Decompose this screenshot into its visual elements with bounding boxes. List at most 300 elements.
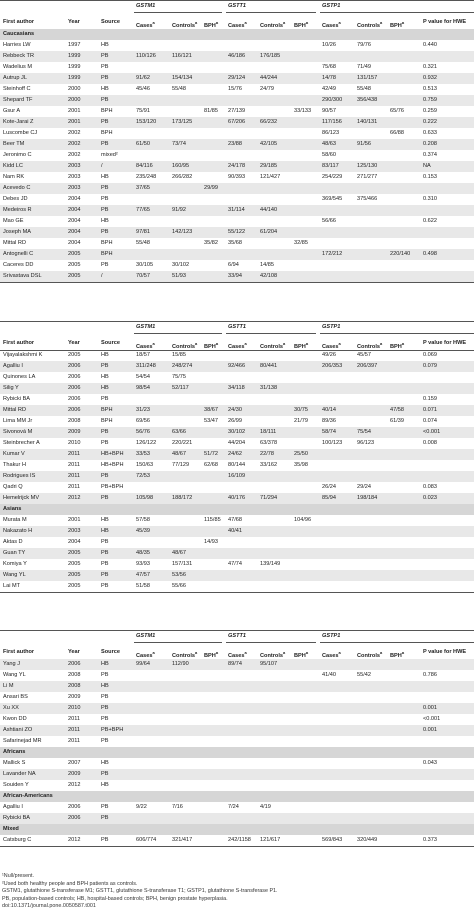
- table-cell: 0.440: [423, 42, 437, 48]
- footnote-marker: a: [195, 650, 198, 655]
- column-header: First author: [3, 19, 35, 25]
- table-row: [0, 117, 474, 128]
- author-cell: Antognelli C: [3, 251, 34, 257]
- table-row: [0, 62, 474, 73]
- column-header: BPH: [204, 343, 216, 350]
- gene-header-gstp1: GSTP1: [322, 324, 341, 330]
- table-cell: 77/65: [136, 207, 150, 213]
- table-cell: 369/545: [322, 196, 343, 202]
- table-cell: 7/16: [172, 804, 183, 810]
- author-cell: Steinbrecher A: [3, 440, 40, 446]
- table-cell: 86/123: [322, 130, 340, 136]
- table-cell: 55/48: [172, 86, 186, 92]
- table-cell: 121/427: [260, 174, 281, 180]
- table-cell: 93/93: [136, 561, 150, 567]
- table-cell: 29/99: [204, 185, 218, 191]
- table-row: [0, 394, 474, 405]
- footnote-marker: a: [283, 650, 286, 655]
- table-cell: 0.759: [423, 97, 437, 103]
- table-cell: 54/54: [136, 374, 150, 380]
- table-row: [0, 227, 474, 238]
- table-cell: 0.083: [423, 484, 437, 490]
- table-cell: 55/42: [357, 672, 371, 678]
- author-cell: Wang YL: [3, 572, 26, 578]
- table-cell: 61/39: [390, 418, 404, 424]
- gene-header-gstm1: GSTM1: [136, 633, 156, 639]
- table-cell: PB: [101, 75, 109, 81]
- column-header: Cases: [322, 343, 339, 350]
- table-cell: HB: [101, 782, 109, 788]
- table-cell: 29/24: [357, 484, 371, 490]
- footnote-marker: a: [215, 341, 219, 346]
- footnote-marker: a: [195, 20, 198, 25]
- table-cell: 2011: [68, 484, 81, 490]
- gene-header-gstm1: GSTM1: [136, 3, 156, 9]
- table-cell: PB: [101, 815, 109, 821]
- group-heading: Africans: [3, 749, 26, 755]
- gene-span-rule: [320, 642, 474, 643]
- table-row: [0, 659, 474, 670]
- table-cell: BPH: [101, 251, 113, 257]
- table-cell: 0.786: [423, 672, 437, 678]
- table-cell: 117/156: [322, 119, 342, 125]
- table-cell: 2004: [68, 218, 81, 224]
- table-cell: 96/123: [357, 440, 375, 446]
- table-cell: 110/126: [136, 53, 156, 59]
- table-cell: HB: [101, 174, 109, 180]
- gene-span-rule: [226, 642, 316, 643]
- column-header: Controls: [172, 343, 195, 350]
- column-header: Year: [68, 340, 80, 346]
- table-cell: 4/19: [260, 804, 271, 810]
- table-row: [0, 194, 474, 205]
- table-cell: 24/62: [228, 451, 242, 457]
- table-cell: 100/123: [322, 440, 343, 446]
- table-cell: 29/185: [260, 163, 278, 169]
- footnote-marker: a: [338, 650, 341, 655]
- column-header: First author: [3, 649, 35, 655]
- table-cell: 2000: [68, 86, 81, 92]
- author-cell: Mittal RD: [3, 240, 26, 246]
- table-row: [0, 526, 474, 537]
- table-cell: 2003: [68, 174, 81, 180]
- gene-span-rule: [134, 642, 222, 643]
- table-cell: 53/47: [204, 418, 218, 424]
- table-cell: 48/67: [172, 451, 186, 457]
- table-cell: 242/1158: [228, 837, 251, 843]
- table-cell: 35/98: [294, 462, 308, 468]
- table-cell: 15/76: [228, 86, 242, 92]
- table-cell: 125/130: [357, 163, 378, 169]
- footnote-marker: a: [152, 341, 155, 346]
- author-cell: Gsur A: [3, 108, 21, 114]
- table-cell: 0.208: [423, 141, 437, 147]
- table-cell: 271/277: [357, 174, 378, 180]
- author-cell: Lai MT: [3, 583, 21, 589]
- table-cell: 0.153: [423, 174, 437, 180]
- table-row: [0, 493, 474, 504]
- table-cell: 49/26: [322, 352, 336, 358]
- table-cell: BPH: [101, 130, 113, 136]
- table-cell: 139/149: [260, 561, 281, 567]
- table-cell: 30/75: [294, 407, 308, 413]
- table-cell: 2012: [68, 495, 81, 501]
- table-cell: PB: [101, 572, 109, 578]
- group-heading: African-Americans: [3, 793, 53, 799]
- table-cell: 157/131: [172, 561, 193, 567]
- table-cell: 2012: [68, 837, 81, 843]
- table-cell: PB: [101, 672, 109, 678]
- author-cell: Quinones LA: [3, 374, 36, 380]
- footnote-marker: a: [401, 20, 405, 25]
- column-header: P value for HWE: [423, 19, 467, 25]
- table-cell: 47/74: [228, 561, 242, 567]
- table-cell: 2011: [68, 716, 81, 722]
- footnote-marker: a: [283, 341, 286, 346]
- author-cell: Acevedo C: [3, 185, 31, 191]
- table-cell: 31/138: [260, 385, 278, 391]
- table-cell: 15/85: [172, 352, 186, 358]
- table-cell: BPH: [101, 407, 113, 413]
- group-heading: Asians: [3, 506, 22, 512]
- author-cell: Kwon DD: [3, 716, 27, 722]
- table-cell: 32/85: [294, 240, 308, 246]
- author-cell: Mallick S: [3, 760, 26, 766]
- table-cell: 2009: [68, 771, 81, 777]
- table-cell: 89/74: [228, 661, 242, 667]
- author-cell: Mittal RD: [3, 407, 26, 413]
- table-cell: 23/88: [228, 141, 242, 147]
- column-header: P value for HWE: [423, 340, 467, 346]
- table-cell: 85/94: [322, 495, 336, 501]
- author-cell: Vijayalakshmi K: [3, 352, 43, 358]
- author-cell: Murata M: [3, 517, 27, 523]
- table-cell: 176/185: [260, 53, 281, 59]
- table-cell: 42/108: [260, 273, 278, 279]
- author-cell: Luscombe CJ: [3, 130, 38, 136]
- table-row: [0, 515, 474, 526]
- column-header: Controls: [172, 652, 195, 659]
- table-cell: 0.069: [423, 352, 437, 358]
- author-cell: Joseph MA: [3, 229, 31, 235]
- table-cell: 34/118: [228, 385, 245, 391]
- table-cell: HB: [101, 352, 109, 358]
- table-cell: 0.023: [423, 495, 437, 501]
- group-heading-row: [0, 747, 474, 758]
- table-row: [0, 416, 474, 427]
- table-cell: 140/131: [357, 119, 378, 125]
- table-row: [0, 350, 474, 361]
- table-cell: 2005: [68, 251, 81, 257]
- table-cell: 0.622: [423, 218, 437, 224]
- table-cell: 9/22: [136, 804, 147, 810]
- table-row: [0, 249, 474, 260]
- table-cell: 51/72: [204, 451, 218, 457]
- author-cell: Lavander NA: [3, 771, 36, 777]
- table-cell: 58/60: [322, 152, 336, 158]
- table-cell: 0.513: [423, 86, 437, 92]
- footnote-marker: a: [215, 20, 219, 25]
- table-cell: 37/65: [136, 185, 150, 191]
- author-cell: Nakazato H: [3, 528, 33, 534]
- table-cell: PB: [101, 53, 109, 59]
- table-cell: 80/441: [260, 363, 278, 369]
- table-cell: 320/449: [357, 837, 378, 843]
- table-cell: 18/57: [136, 352, 150, 358]
- table-cell: HB: [101, 528, 109, 534]
- table-cell: BPH: [101, 240, 113, 246]
- table-cell: 2009: [68, 429, 81, 435]
- table-cell: 44/140: [260, 207, 278, 213]
- footnote-line: ²Used both healthy people and BPH patients as controls.: [2, 880, 138, 887]
- table-cell: 2005: [68, 273, 81, 279]
- table-cell: 61/50: [136, 141, 150, 147]
- table-row: [0, 703, 474, 714]
- table-row: [0, 427, 474, 438]
- table-cell: <0.001: [423, 716, 441, 722]
- table-cell: 55/122: [228, 229, 246, 235]
- table-cell: 2005: [68, 572, 81, 578]
- column-header: Cases: [322, 652, 339, 659]
- table-cell: PB: [101, 583, 109, 589]
- column-header: BPH: [294, 22, 306, 29]
- author-cell: Rebbeck TR: [3, 53, 34, 59]
- table-cell: 70/57: [136, 273, 150, 279]
- table-cell: mixed²: [101, 152, 118, 158]
- author-cell: Agalliu I: [3, 363, 23, 369]
- table-cell: 30/105: [136, 262, 154, 268]
- table-cell: 0.222: [423, 119, 437, 125]
- table-cell: PB: [101, 229, 109, 235]
- table-cell: 24/30: [228, 407, 242, 413]
- table-cell: 142/123: [172, 229, 193, 235]
- column-header-row: [0, 16, 474, 29]
- column-header: BPH: [390, 652, 402, 659]
- author-cell: Kidd LC: [3, 163, 23, 169]
- author-cell: Nam RK: [3, 174, 25, 180]
- table-cell: 2008: [68, 672, 81, 678]
- table-cell: 91/56: [357, 141, 371, 147]
- author-cell: Xu XX: [3, 705, 19, 711]
- table-footnotes: [2, 873, 472, 911]
- table-row: [0, 835, 474, 846]
- table-row: [0, 128, 474, 139]
- column-header: Year: [68, 649, 80, 655]
- table-cell: 33/94: [228, 273, 242, 279]
- table-cell: 0.932: [423, 75, 437, 81]
- table-cell: 290/300: [322, 97, 343, 103]
- table-cell: 2011: [68, 451, 81, 457]
- table-cell: 7/24: [228, 804, 239, 810]
- table-cell: 2005: [68, 262, 81, 268]
- table-cell: HB: [101, 86, 109, 92]
- table-cell: 0.633: [423, 130, 437, 136]
- table-cell: 48/35: [136, 550, 150, 556]
- table-cell: 0.001: [423, 727, 437, 733]
- table-row: [0, 51, 474, 62]
- table-cell: 2002: [68, 130, 81, 136]
- table-cell: 25/50: [294, 451, 308, 457]
- table-cell: PB: [101, 440, 109, 446]
- table-cell: 97/81: [136, 229, 150, 235]
- table-row: [0, 260, 474, 271]
- author-cell: Kumar V: [3, 451, 25, 457]
- column-header: BPH: [204, 22, 216, 29]
- table-cell: HB: [101, 517, 109, 523]
- table-row: [0, 216, 474, 227]
- table-cell: 569/843: [322, 837, 343, 843]
- group-heading: Caucasians: [3, 31, 35, 37]
- table-cell: 1997: [68, 42, 81, 48]
- table-cell: 44/204: [228, 440, 246, 446]
- table-cell: 45/57: [357, 352, 371, 358]
- table-cell: 84/116: [136, 163, 153, 169]
- table-cell: 0.074: [423, 418, 437, 424]
- table-cell: 66/88: [390, 130, 404, 136]
- table-cell: HB+BPH: [101, 462, 124, 468]
- table-cell: 47/68: [228, 517, 242, 523]
- table-cell: HB: [101, 683, 109, 689]
- table-cell: BPH: [101, 108, 113, 114]
- author-cell: Srivastava DSL: [3, 273, 42, 279]
- column-header: Cases: [322, 22, 339, 29]
- table-cell: 1999: [68, 53, 81, 59]
- table-cell: 40/176: [228, 495, 246, 501]
- table-cell: 2006: [68, 396, 81, 402]
- table-cell: 51/93: [172, 273, 186, 279]
- author-cell: Yang J: [3, 661, 20, 667]
- table-row: [0, 372, 474, 383]
- table-cell: 38/67: [204, 407, 218, 413]
- author-cell: Silig Y: [3, 385, 19, 391]
- table-cell: 0.374: [423, 152, 437, 158]
- column-header: Source: [101, 649, 120, 655]
- table-cell: 24/79: [260, 86, 274, 92]
- table-cell: 2003: [68, 528, 81, 534]
- table-row: [0, 383, 474, 394]
- table-cell: 71/294: [260, 495, 278, 501]
- table-cell: 2006: [68, 661, 81, 667]
- table-cell: PB: [101, 363, 109, 369]
- table-row: [0, 405, 474, 416]
- table-cell: 21/79: [294, 418, 308, 424]
- table-cell: 2004: [68, 539, 81, 545]
- author-cell: Debes JD: [3, 196, 28, 202]
- table-cell: PB: [101, 196, 109, 202]
- footnote-marker: a: [305, 20, 309, 25]
- table-cell: 220/140: [390, 251, 411, 257]
- table-cell: 75/54: [357, 429, 371, 435]
- gene-header-gstt1: GSTT1: [228, 633, 247, 639]
- table-cell: 2004: [68, 196, 81, 202]
- table-cell: 47/58: [390, 407, 404, 413]
- table-row: [0, 681, 474, 692]
- author-cell: Caceres DD: [3, 262, 34, 268]
- table-cell: 121/617: [260, 837, 281, 843]
- author-cell: Rybicki BA: [3, 396, 31, 402]
- table-row: [0, 438, 474, 449]
- table-cell: PB: [101, 804, 109, 810]
- table-cell: 45/39: [136, 528, 150, 534]
- table-cell: 61/204: [260, 229, 278, 235]
- table-cell: 58/74: [322, 429, 336, 435]
- table-cell: 2003: [68, 163, 81, 169]
- author-cell: Sivonová M: [3, 429, 33, 435]
- table-row: [0, 570, 474, 581]
- table-cell: 73/74: [172, 141, 186, 147]
- table-cell: PB: [101, 207, 109, 213]
- author-cell: Lima MM Jr: [3, 418, 33, 424]
- table-cell: PB: [101, 694, 109, 700]
- table-row: [0, 361, 474, 372]
- table-row: [0, 482, 474, 493]
- table-row: [0, 758, 474, 769]
- table-cell: 0.373: [423, 837, 437, 843]
- gene-span-rule: [226, 12, 316, 13]
- table-cell: PB: [101, 716, 109, 722]
- footnote-marker: a: [244, 341, 247, 346]
- table-cell: 95/107: [260, 661, 278, 667]
- table-cell: 55/48: [136, 240, 150, 246]
- group-heading-row: [0, 29, 474, 40]
- table-cell: 311/248: [136, 363, 156, 369]
- table-cell: 220/221: [172, 440, 193, 446]
- column-header: P value for HWE: [423, 649, 467, 655]
- column-header-row: [0, 646, 474, 659]
- table-cell: 16/109: [228, 473, 246, 479]
- gene-span-rule: [320, 333, 474, 334]
- table-cell: 52/117: [172, 385, 189, 391]
- column-header: Cases: [136, 343, 153, 350]
- table-cell: 0.159: [423, 396, 437, 402]
- table-cell: 2004: [68, 229, 81, 235]
- table-cell: 83/117: [322, 163, 339, 169]
- table-row: [0, 183, 474, 194]
- table-cell: HB: [101, 760, 109, 766]
- table-cell: 254/229: [322, 174, 343, 180]
- table-cell: 67/206: [228, 119, 246, 125]
- footnote-marker: a: [283, 20, 286, 25]
- table-cell: PB+BPH: [101, 727, 124, 733]
- table-cell: PB: [101, 561, 109, 567]
- table-row: [0, 238, 474, 249]
- table-row: [0, 725, 474, 736]
- table-cell: PB: [101, 429, 109, 435]
- table-cell: 35/82: [204, 240, 218, 246]
- table-cell: 2006: [68, 815, 81, 821]
- gene-span-rule: [134, 12, 222, 13]
- table-cell: 206/397: [357, 363, 378, 369]
- table-cell: 1999: [68, 75, 81, 81]
- block-bottom-rule: [0, 846, 474, 847]
- footnote-marker: a: [338, 20, 341, 25]
- table-row: [0, 84, 474, 95]
- author-cell: Qadri Q: [3, 484, 23, 490]
- author-cell: Agalliu I: [3, 804, 23, 810]
- table-cell: 0.001: [423, 705, 437, 711]
- footnote-marker: a: [401, 650, 405, 655]
- column-header: Controls: [260, 22, 283, 29]
- group-heading-row: [0, 791, 474, 802]
- table-cell: PB: [101, 396, 109, 402]
- table-cell: 2001: [68, 517, 81, 523]
- table-row: [0, 271, 474, 282]
- table-cell: 2011: [68, 473, 81, 479]
- table-cell: 81/85: [204, 108, 218, 114]
- table-row: [0, 670, 474, 681]
- block-bottom-rule: [0, 592, 474, 593]
- table-cell: 2002: [68, 141, 81, 147]
